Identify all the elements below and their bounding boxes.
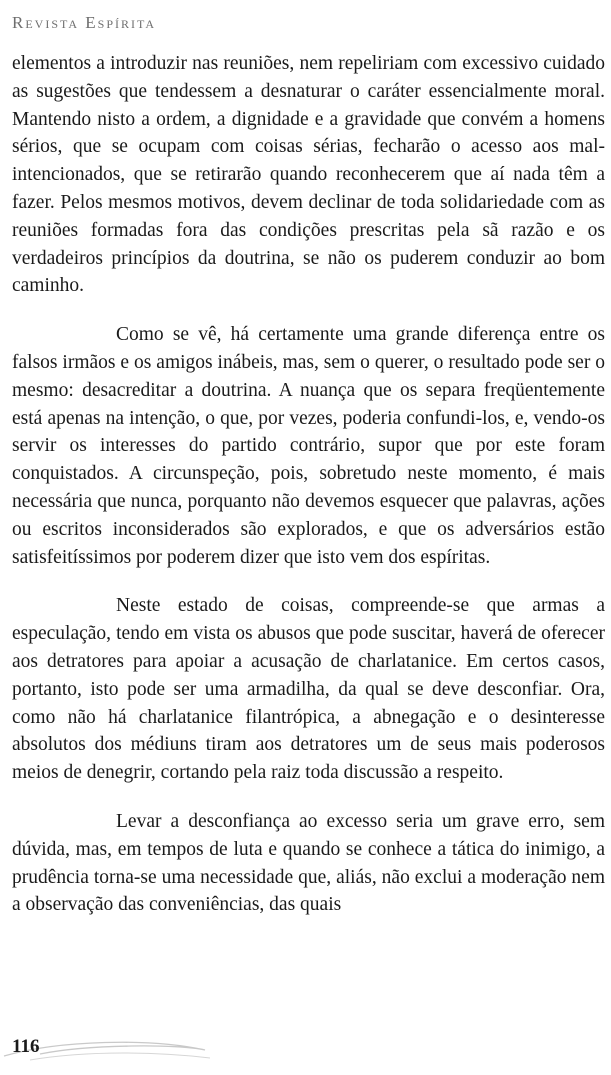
paragraph-continuation: elementos a introduzir nas reuniões, nem repeliriam com excessivo cuidado as sugestões que tendessem a desnaturar o caráter essencialmente moral. Mantendo nisto a ordem, a dignidade e a gravidade que convém a homens sérios, que se ocupam com coisas sérias, fecharão o acesso aos mal-intencionados, que se retirarão quando reconhecerem que aí nada têm a fazer. Pelos mesmos motivos, devem declinar de toda solidariedade com as reuniões formadas fora das condições prescritas pela sã razão e os verdadeiros princípios da doutrina, se não os puderem conduzir ao bom caminho. xyxy=(12,53,605,297)
page-number: 116 xyxy=(12,1036,40,1057)
paragraph: Levar a desconfiança ao excesso seria um grave erro, sem dúvida, mas, em tempos de luta e quando se conhece a tática do inimigo, a prudência torna-se uma necessidade que, aliás, não exclui a moderação nem a observação das conveniências, das quais xyxy=(12,810,605,916)
page-body xyxy=(12,50,605,940)
running-header: Revista Espírita xyxy=(12,13,157,32)
paragraph: Como se vê, há certamente uma grande diferença entre os falsos irmãos e os amigos inábeis, mas, sem o querer, o resultado pode ser o mesmo: desacreditar a doutrina. A nuança que os separa freqüentemente está apenas na intenção, o que, por vezes, poderia confundi-los, e, vendo-os servir os interesses do partido contrário, supor que por este foram conquistados. A circunspeção, pois, sobretudo neste momento, é mais necessária que nunca, porquanto não devemos esquecer que palavras, ações ou escritos inconsiderados são explorados, e que os adversários estão satisfeitíssimos por poderem dizer que isto vem dos espíritas. xyxy=(12,324,605,568)
paragraph: Neste estado de coisas, compreende-se que armas a especulação, tendo em vista os abusos que pode suscitar, haverá de oferecer aos detratores para apoiar a acusação de charlatanice. Em certos casos, portanto, isto pode ser uma armadilha, da qual se deve desconfiar. Ora, como não há charlatanice filantrópica, a abnegação e o desinteresse absolutos dos médiuns tiram aos detratores um de seus mais poderosos meios de denegrir, cortando pela raiz toda discussão a respeito. xyxy=(12,595,605,784)
